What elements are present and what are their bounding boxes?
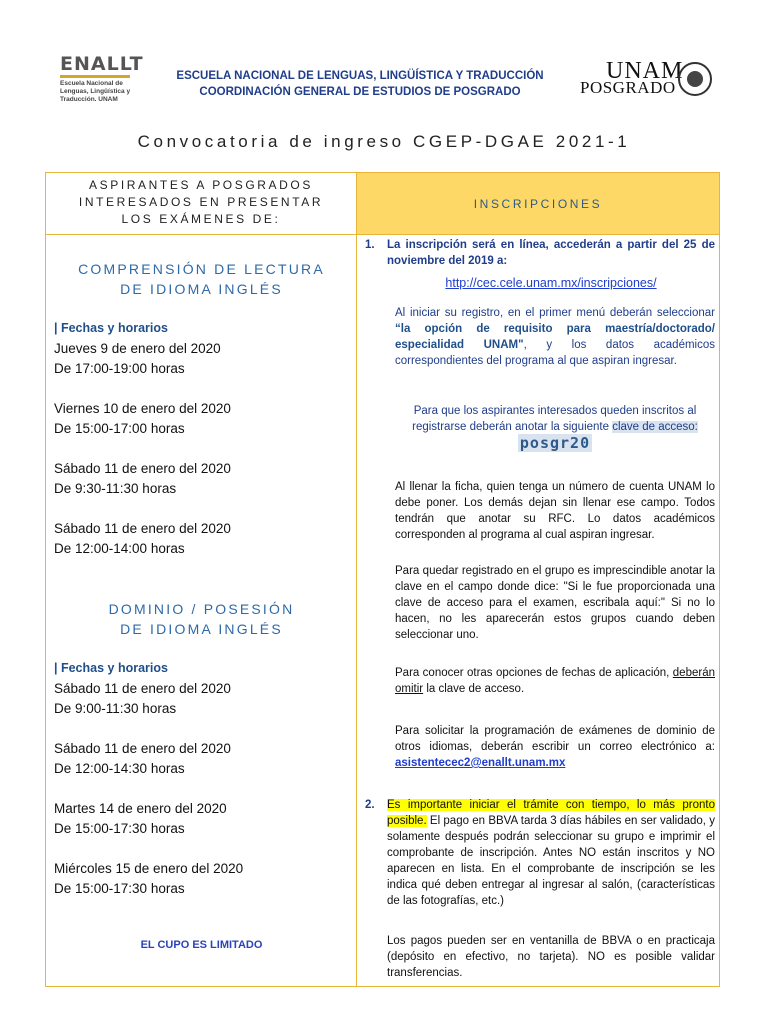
institution-line-2: COORDINACIÓN GENERAL DE ESTUDIOS DE POSGRADO	[199, 86, 521, 98]
unam-posgrado-logo	[578, 58, 708, 108]
slot-time: De 15:00-17:30 horas	[54, 821, 185, 836]
left-header-line-2: INTERESADOS EN PRESENTAR	[78, 195, 324, 209]
item1-paragraph-2	[395, 403, 715, 453]
slot-time: De 15:00-17:30 horas	[54, 881, 185, 896]
item1-paragraph-4: Para quedar registrado en el grupo es imprescindible anotar la clave en el campo donde dice: "Si le fue proporcionada una clave de acceso para el examen, escribala aquí:" Si no lo hacen, no les aparecerán estos grupos cuando deben seleccionar uno.	[395, 565, 715, 641]
enallt-logo-subtitle: Escuela Nacional de Lenguas, Lingüística y Traducción. UNAM	[60, 80, 131, 103]
left-column-header	[46, 173, 357, 235]
right-column-header: INSCRIPCIONES	[357, 173, 719, 235]
schedule-slot	[54, 459, 231, 499]
text: , y los datos académicos correspondientes del programa al que aspiran ingresar.	[395, 339, 715, 367]
schedule-slot	[54, 799, 227, 839]
institution-name	[160, 68, 560, 100]
schedule-slot	[54, 519, 231, 559]
schedule-slot	[54, 339, 221, 379]
item1-paragraph-3: Al llenar la ficha, quien tenga un número de cuenta UNAM lo debe poner. Los demás dejan sin llenar ese campo. Todos tendrán que anotar su RFC. Lo datos académicos corresponden al programa al cual aspiran ingresar.	[395, 481, 715, 541]
slot-time: De 12:00-14:00 horas	[54, 541, 185, 556]
item1-intro: La inscripción será en línea, accederán a partir del 25 de noviembre del 2019 a:	[387, 239, 715, 267]
text: la clave de acceso.	[426, 683, 525, 695]
slot-time: De 12:00-14:30 horas	[54, 761, 185, 776]
inscripciones-url-wrap	[387, 275, 715, 292]
page-header	[0, 0, 768, 120]
unam-logo-text: UNAM	[606, 58, 684, 84]
text: Para conocer otras opciones de fechas de aplicación,	[395, 667, 670, 679]
omit-text: deberán omitir	[395, 667, 715, 695]
fechas-label: | Fechas y horarios	[54, 661, 168, 675]
section-title-line: COMPRENSIÓN DE LECTURA	[78, 261, 325, 277]
schedule-slot	[54, 679, 231, 719]
section-title-comprension	[46, 259, 357, 299]
institution-line-1: ESCUELA NACIONAL DE LENGUAS, LINGÜÍSTICA Y TRADUCCIÓN	[176, 70, 544, 82]
left-header-line-1: ASPIRANTES A POSGRADOS	[89, 178, 313, 192]
cupo-limitado-notice: EL CUPO ES LIMITADO	[140, 939, 263, 951]
page-title: Convocatoria de ingreso CGEP-DGAE 2021-1	[137, 132, 631, 151]
item2-paragraph-2: Los pagos pueden ser en ventanilla de BBVA o en practicaja (depósito en efectivo, no tarjeta). NO es posible validar transferencias.	[387, 935, 715, 979]
item2-paragraph-1	[387, 797, 715, 909]
enallt-logo	[60, 54, 150, 104]
slot-time: De 15:00-17:00 horas	[54, 421, 185, 436]
item-number: 2.	[365, 799, 375, 811]
schedule-slot	[54, 859, 243, 899]
text: Para que los aspirantes interesados queden inscritos al registrarse deberán anotar la siguiente	[412, 405, 697, 433]
section-title-line: DE IDIOMA INGLÉS	[120, 281, 283, 297]
section-title-line: DOMINIO / POSESIÓN	[108, 601, 295, 617]
clave-label: clave de acceso:	[612, 421, 698, 433]
text: Para solicitar la programación de exámenes de dominio de otros idiomas, deberán escribir un correo electrónico a:	[395, 725, 715, 753]
unam-seal-icon	[678, 62, 712, 96]
slot-date: Miércoles 15 de enero del 2020	[54, 861, 244, 876]
fechas-label: | Fechas y horarios	[54, 321, 168, 335]
schedule-slot	[54, 399, 231, 439]
important-highlight: Es importante iniciar el trámite con tiempo, lo más pronto posible.	[387, 799, 715, 827]
exams-column	[46, 235, 357, 986]
slot-date: Martes 14 de enero del 2020	[54, 801, 227, 816]
slot-time: De 17:00-19:00 horas	[54, 361, 185, 376]
slot-date: Sábado 11 de enero del 2020	[54, 681, 231, 696]
schedule-slot	[54, 739, 231, 779]
requisito-option-text: “la opción de requisito para maestría/doctorado/ especialidad UNAM"	[395, 323, 715, 351]
item-number: 1.	[365, 239, 375, 251]
slot-time: De 9:00-11:30 horas	[54, 701, 177, 716]
text: El pago en BBVA tarda 3 días hábiles en ser validado, y solamente después podrán seleccionar su grupo e imprimir el comprobante de inscripción. Antes NO están inscritos y NO aparecen en lista. En el comprobante de inscripción se les indica qué deben entregar al ingresar al salón, (características de las fotografías, etc.)	[387, 815, 716, 907]
section-title-line: DE IDIOMA INGLÉS	[120, 621, 283, 637]
item1-paragraph-1	[395, 305, 715, 369]
access-code: posgr20	[519, 434, 591, 452]
email-link[interactable]: asistentecec2@enallt.unam.mx	[395, 757, 566, 769]
item1-paragraph-6	[395, 723, 715, 771]
slot-date: Viernes 10 de enero del 2020	[54, 401, 231, 416]
logo-underline	[60, 75, 130, 78]
slot-date: Sábado 11 de enero del 2020	[54, 741, 231, 756]
inscripciones-column	[357, 235, 719, 986]
slot-date: Sábado 11 de enero del 2020	[54, 521, 231, 536]
slot-date: Jueves 9 de enero del 2020	[54, 341, 221, 356]
enallt-logo-text: ENALLT	[60, 53, 144, 75]
left-header-line-3: LOS EXÁMENES DE:	[121, 212, 281, 226]
posgrado-logo-text: POSGRADO	[580, 78, 676, 97]
slot-date: Sábado 11 de enero del 2020	[54, 461, 231, 476]
section-title-dominio	[46, 599, 357, 639]
item1-paragraph-5	[395, 665, 715, 697]
inscripciones-link[interactable]: http://cec.cele.unam.mx/inscripciones/	[445, 276, 657, 290]
text: Al iniciar su registro, en el primer menú deberán seleccionar	[395, 307, 715, 319]
slot-time: De 9:30-11:30 horas	[54, 481, 177, 496]
info-table	[45, 172, 720, 987]
